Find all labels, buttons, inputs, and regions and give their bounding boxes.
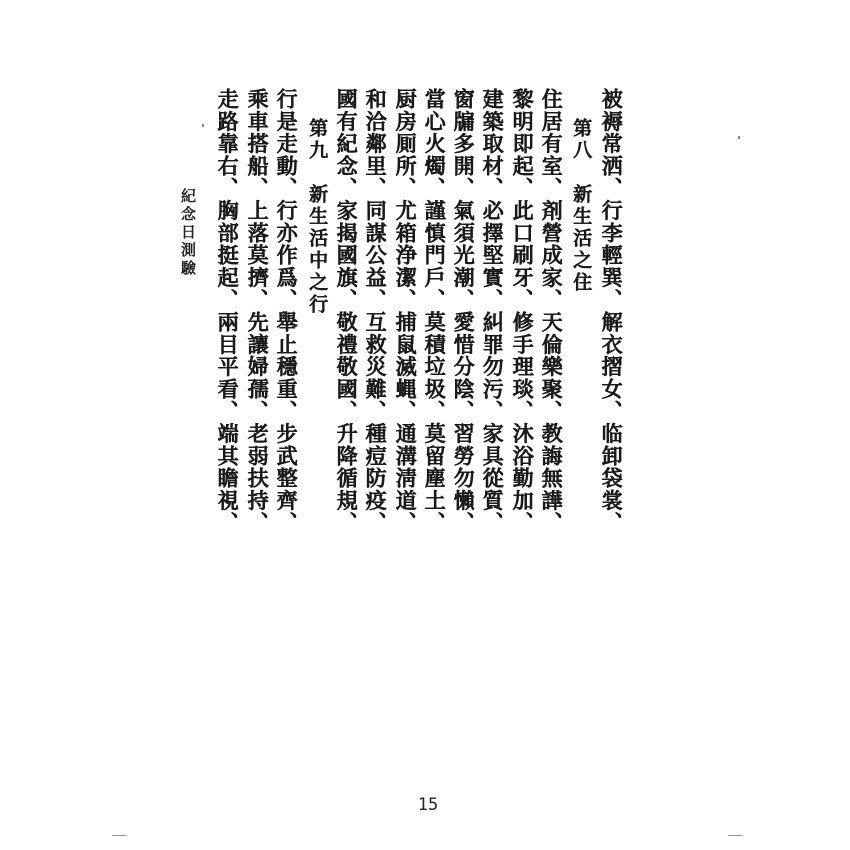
- text-column-6: 窗牖多開、氣須光潮、愛惜分陰、習勞勿懶、: [451, 88, 476, 534]
- crop-mark: [112, 835, 126, 836]
- running-header: 紀念日測驗: [179, 188, 197, 278]
- scan-speck: [738, 136, 740, 139]
- text-column-14: 走路靠右、胸部挺起、兩目平看、端其瞻視、: [215, 88, 240, 534]
- text-column-12: 行是走動、行亦作爲、舉止穩重、步武整齊、: [274, 88, 299, 534]
- section-heading-9: 第九 新生活中之行: [306, 118, 328, 316]
- text-column-13: 乘車搭船、上落莫擠、先讓婦孺、老弱扶持、: [245, 88, 270, 534]
- text-column-8: 厨房厠所、尤箱浄潔、捕鼠滅蝿、通溝淸道、: [393, 88, 418, 534]
- crop-mark: [728, 835, 742, 836]
- text-column-3: 住居有室、剤營成家、天倫樂聚、教誨無譁、: [539, 88, 564, 534]
- section-heading-8: 第八 新生活之住: [570, 118, 592, 294]
- text-column-4: 黎明即起、此口刷牙、修手理琰、沐浴勤加、: [510, 88, 535, 534]
- text-column-1: 被褥常洒、行李輕巽、解衣摺女、临卸袋裳、: [599, 88, 624, 534]
- text-column-5: 建築取材、必擇堅實、糾罪勿污、家具從質、: [480, 88, 505, 534]
- scan-speck: [202, 124, 204, 127]
- text-column-9: 和洽鄰里、同謀公益、互救災難、種痘防疫、: [363, 88, 388, 534]
- page-number: 15: [417, 795, 439, 815]
- text-column-10: 國有紀念、家揭國旗、敬禮敬國、升降循規、: [334, 88, 359, 534]
- text-column-7: 當心火燭、謹慎門戶、莫積垃圾、莫留塵土、: [422, 88, 447, 534]
